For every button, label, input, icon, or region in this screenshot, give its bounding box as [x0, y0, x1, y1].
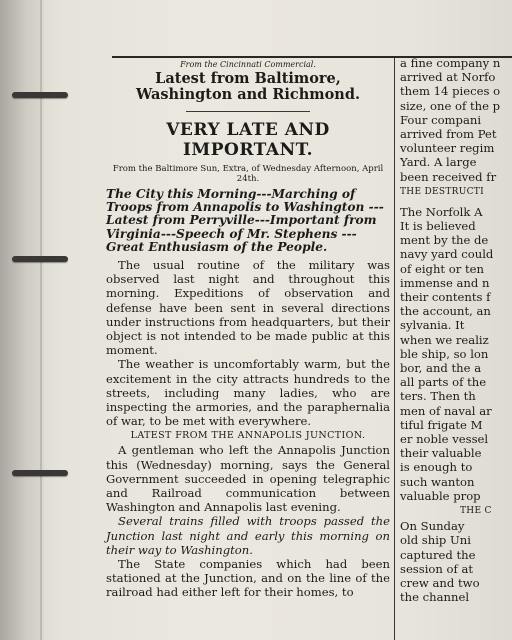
col2-line: On Sunday [400, 519, 465, 534]
paragraph-1: The usual routine of the military was observed last night and throughout this morning. Expeditions of observation and defense have been sent in several directions under instructions from headquarters, but their object is not intended to be made public at this moment. [106, 258, 390, 358]
col2-line: The Norfolk A [400, 204, 483, 219]
col2-line: Yard. A large [400, 155, 477, 170]
binding-thread-2 [12, 256, 68, 262]
col2-line: their valuable [400, 446, 482, 461]
col2-line: arrived from Pet [400, 127, 497, 142]
col2-line: Four compani [400, 112, 482, 127]
main-heading: VERY LATE AND IMPORTANT. [166, 120, 330, 160]
binding-thread-3 [12, 470, 68, 476]
col2-line: crew and two [400, 575, 480, 590]
col2-line: ment by the de [400, 233, 489, 248]
col2-line: er noble vessel [400, 432, 489, 447]
col2-line: such wanton [400, 474, 475, 489]
col2-line: It is believed [400, 219, 476, 234]
binding-thread-1 [12, 92, 68, 98]
col2-line: size, one of the p [400, 98, 501, 113]
col2-line: navy yard could [400, 247, 494, 262]
col2-line: ble ship, so lon [400, 346, 489, 361]
col2-line: is enough to [400, 460, 473, 475]
col2-section-heading: THE C [460, 506, 492, 517]
paragraph-5: The State companies which had been stationed at the Junction, and on the line of the railroad had either left for their homes, to [106, 557, 390, 600]
col2-line: when we realiz [400, 332, 489, 347]
col2-line: captured the [400, 547, 476, 562]
paragraph-4: Several trains filled with troops passed the Junction last night and early this morning on their way to Washington. [106, 514, 390, 557]
col2-line: valuable prop [400, 488, 481, 503]
col2-line: the channel [400, 590, 470, 605]
column-divider [394, 58, 395, 640]
col2-line: them 14 pieces o [400, 84, 501, 99]
col2-line: immense and n [400, 275, 490, 290]
source-line: From the Cincinnati Commercial. [180, 60, 316, 69]
col2-line: arrived at Norfo [400, 70, 496, 85]
col2-line: volunteer regim [400, 141, 495, 156]
col2-line: the account, an [400, 304, 491, 319]
col2-line: been received fr [400, 169, 497, 184]
col2-line: session of at [400, 561, 474, 576]
col2-line: sylvania. It [400, 318, 465, 333]
section-heading: LATEST FROM THE ANNAPOLIS JUNCTION. [130, 430, 366, 442]
article-subheading: From the Baltimore Sun, Extra, of Wednesday Afternoon, April 24th. [112, 164, 384, 184]
col2-line: bor, and the a [400, 361, 482, 376]
adjacent-column [400, 56, 512, 604]
col2-line: all parts of the [400, 375, 487, 390]
col2-line: tiful frigate M [400, 417, 483, 432]
col2-line: old ship Uni [400, 533, 471, 548]
col2-section-heading: THE DESTRUCTI [400, 186, 484, 197]
col2-line: their contents f [400, 290, 491, 305]
article-column [106, 60, 390, 600]
col2-line: a fine company n [400, 56, 501, 70]
headline-separator [186, 111, 310, 112]
col2-line: of eight or ten [400, 261, 484, 276]
article-deck: The City this Morning---Marching of Troops from Annapolis to Washington --- Latest from Perryville---Important from Virginia---Speech of Mr. Stephens ---Great Enthusiasm of the People. [106, 187, 384, 254]
article-headline: Latest from Baltimore, Washington and Richmond. [135, 70, 361, 103]
paragraph-3: A gentleman who left the Annapolis Junction this (Wednesday) morning, says the General Government succeeded in opening telegraphic and Railroad communication between Washington and Annapolis last evening. [106, 443, 390, 515]
col2-line: men of naval ar [400, 403, 492, 418]
paragraph-2: The weather is uncomfortably warm, but the excitement in the city attracts hundreds to the streets, including many ladies, who are inspecting the armories, and the paraphernalia of war, to be met with everywhere. [106, 357, 390, 429]
col2-line: ters. Then th [400, 389, 476, 404]
